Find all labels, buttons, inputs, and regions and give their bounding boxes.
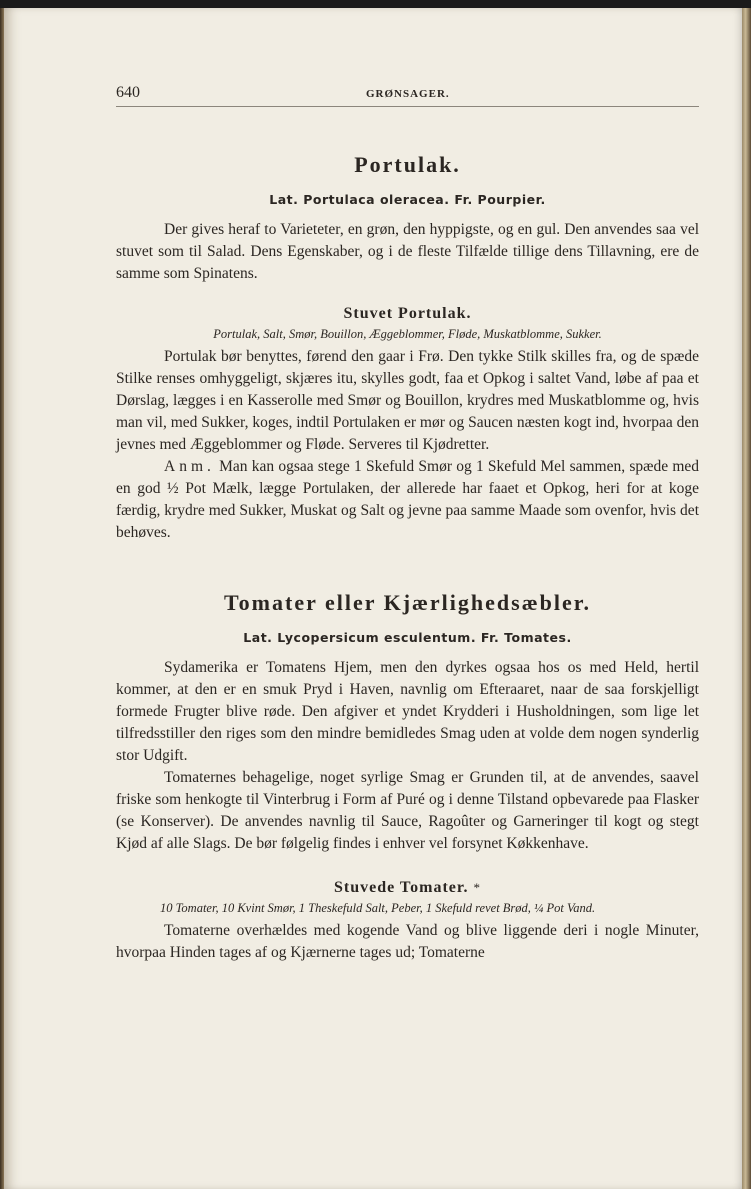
note-text: Man kan ogsaa stege 1 Skefuld Smør og 1 Skefuld Mel sammen, spæde med en god ½ Pot Mælk, lægge Portulaken, der allerede har faaet et Opkog, heri for at koge færdig, krydre med Sukker, Muskat og Salt og jevne paa samme Maade som ovenfor, hvis det behøves. (116, 458, 700, 541)
latin-name-portulak: Lat. Portulaca oleracea. Fr. Pourpier. (269, 192, 546, 207)
recipe-body-stuvede-tomater: Tomaterne overhældes med kogende Vand og blive liggende deri i nogle Minuter, hvorpaa Hinden tages af og Kjærnerne tages ud; Tomaterne (116, 922, 699, 961)
tomater-paragraph-2: Tomaternes behagelige, noget syrlige Smag er Grunden til, at de anvendes, saavel friske som henkogte til Vinterbrug i Form af Puré og i denne Tilstand opbevarede paa Flasker (se Konserver). De anvendes navnlig til Sauce, Ragoûter og Garneringer til kogt og stegt Kjød af alle Slags. De bør følgelig findes i enhver vel forsynet Køkkenhave. (116, 769, 699, 852)
recipe-title-stuvede-tomater (116, 879, 699, 897)
ingredients-stuvet-portulak: Portulak, Salt, Smør, Bouillon, Æggeblommer, Fløde, Muskatblomme, Sukker. (213, 327, 602, 341)
ingredients-stuvede-tomater: 10 Tomater, 10 Kvint Smør, 1 Theskefuld Salt, Peber, 1 Skefuld revet Brød, ¼ Pot Vand. (160, 901, 596, 915)
page-edge (742, 8, 751, 1189)
section-title-portulak: Portulak. (354, 152, 461, 177)
recipe-title-stuvet-portulak: Stuvet Portulak. (343, 305, 472, 322)
page-number: 640 (116, 84, 140, 101)
recipe-note (116, 456, 699, 544)
portulak-intro: Der gives heraf to Varieteter, en grøn, den hyppigste, og en gul. Den anvendes saa vel stuvet som til Salad. Dens Egenskaber, og i de fleste Tilfælde tillige dens Tillavning, ere de samme som Spinatens. (116, 221, 699, 282)
tomater-paragraph-1: Sydamerika er Tomatens Hjem, men den dyrkes ogsaa hos os med Held, hertil kommer, at den er en smuk Pryd i Haven, navnlig om Efteraaret, naar de saa forskjelligt formede Frugter blive røde. Den afgiver et yndet Krydderi i Husholdningen, som lige let tilfredsstiller den riges som den mindre bemidledes Smag uden at volde dem nogen synderlig stor Udgift. (116, 659, 699, 764)
note-label: Anm. (164, 458, 215, 475)
recipe-mark: * (473, 880, 482, 895)
latin-name-tomater: Lat. Lycopersicum esculentum. Fr. Tomates. (243, 630, 572, 645)
recipe-title-text: Stuvede Tomater. (333, 879, 469, 896)
page-header (116, 70, 699, 107)
recipe-body-stuvet-portulak: Portulak bør benyttes, førend den gaar i Frø. Den tykke Stilk skilles fra, og de spæde Stilke renses omhyggeligt, skjæres itu, skylles godt, faa et Opkog i saltet Vand, løbe af paa et Dørslag, lægges i en Kasserolle med Smør og Bouillon, krydres med Muskatblomme og, hvis man vil, med Sukker, koges, indtil Portulaken er mør og Saucen næsten kogt ind, hvorpaa den jevnes med Æggeblommer og Fløde. Serveres til Kjødretter. (116, 348, 699, 453)
section-title-tomater: Tomater eller Kjærlighedsæbler. (224, 590, 591, 615)
running-title: GRØNSAGER. (366, 88, 450, 100)
page-content (116, 70, 699, 964)
